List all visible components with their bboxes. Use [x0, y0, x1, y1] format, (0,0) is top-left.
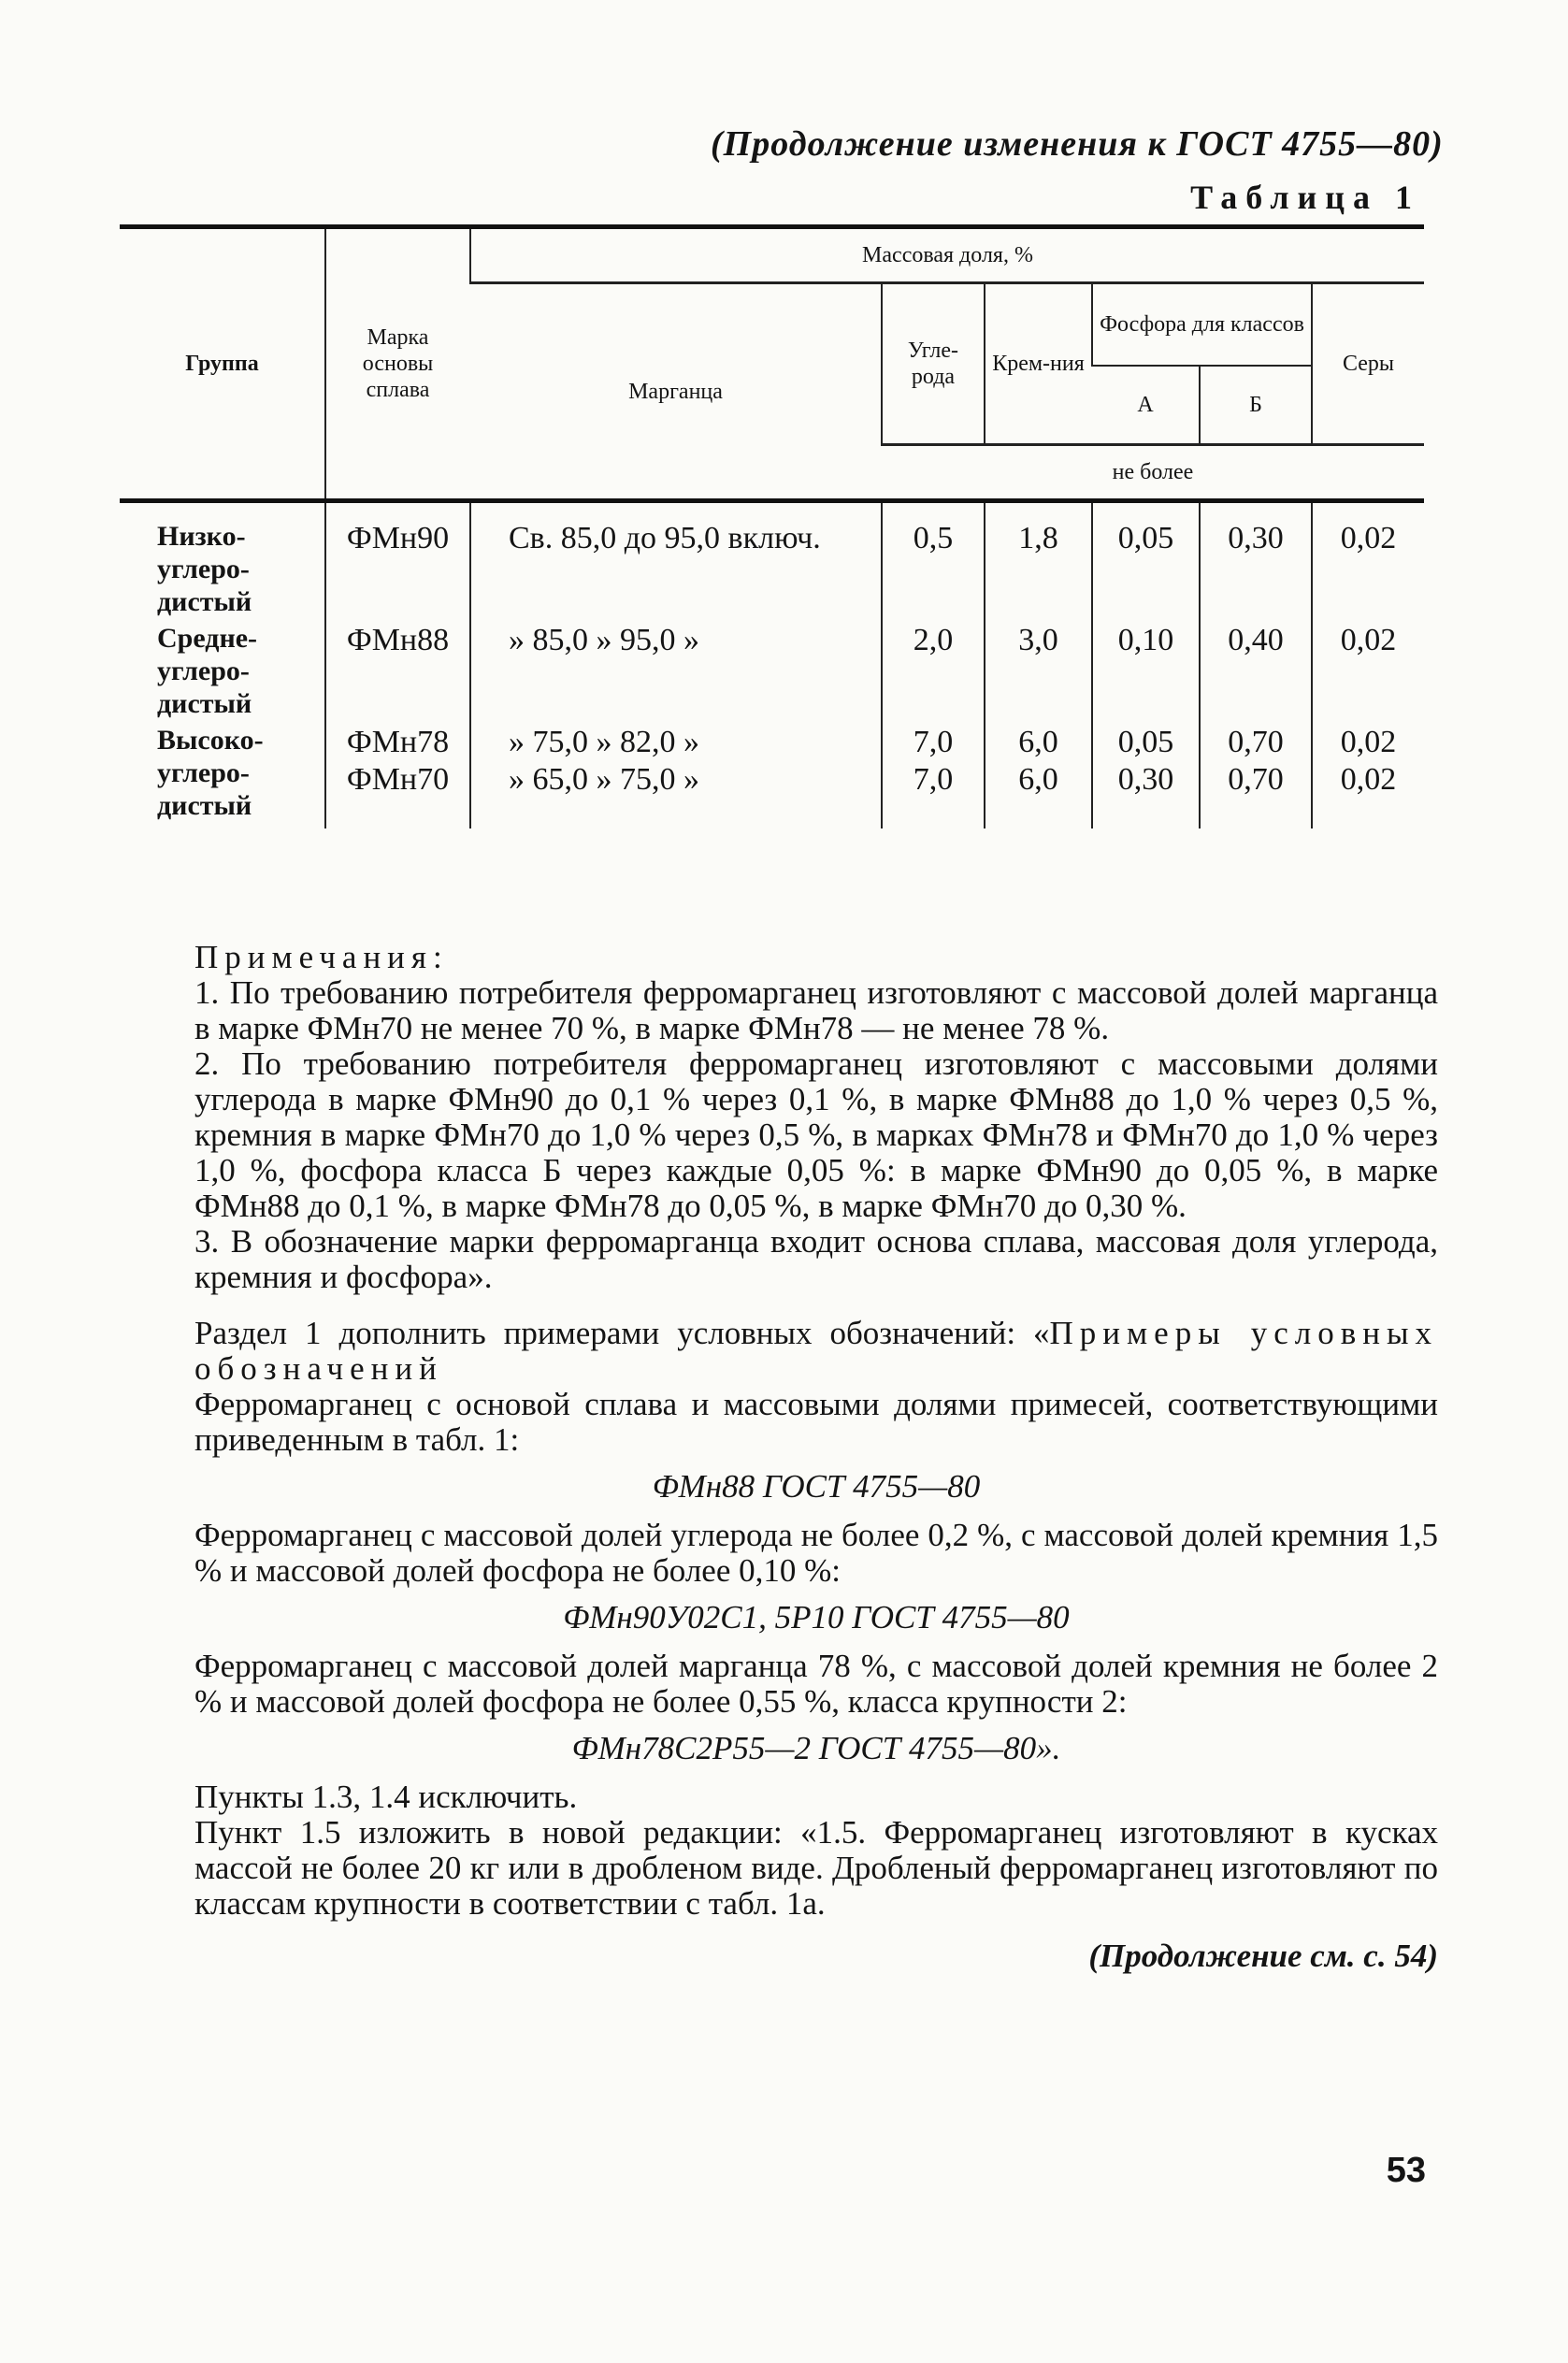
paragraph: Ферромарганец с массовой долей марганца 78 %, с массовой долей кремния не более 2 % и массовой долей фосфора не более 0,55 %, класса крупности 2: — [194, 1648, 1438, 1720]
col-header-sulfur: Серы — [1312, 283, 1424, 445]
table-row — [120, 620, 1424, 722]
carbon-value: 7,0 — [913, 762, 954, 797]
phosphorus-a-cell — [1092, 722, 1200, 828]
carbon-cell — [882, 722, 985, 828]
text-body — [194, 940, 1438, 1974]
phosphorus-a-cell: 0,05 — [1092, 501, 1200, 621]
silicon-cell — [985, 722, 1092, 828]
paragraph: Ферромарганец с основой сплава и массовыми долями примесей, соответствующими приведенным в табл. 1: — [194, 1386, 1438, 1458]
continued-note: (Продолжение см. с. 54) — [1088, 1938, 1438, 1974]
col-header-manganese: Марганца — [628, 379, 723, 404]
paragraph-section-1 — [194, 1316, 1438, 1387]
paragraph: Ферромарганец с массовой долей углерода не более 0,2 %, с массовой долей кремния 1,5 % и массовой долей фосфора не более 0,10 %: — [194, 1517, 1438, 1589]
table-row — [120, 722, 1424, 828]
col-header-class-a: А — [1137, 393, 1154, 417]
designation-example: ФМн90У02С1, 5Р10 ГОСТ 4755—80 — [563, 1599, 1070, 1635]
page-number: 53 — [1386, 2151, 1426, 2190]
group-medium-carbon: Средне-углеро-дистый — [157, 623, 258, 719]
grade-cell — [325, 722, 470, 828]
manganese-cell: » 85,0 » 95,0 » — [470, 620, 882, 722]
table-title: Таблица 1 — [1190, 179, 1420, 216]
examples-heading: Примеры условных обозначений — [194, 1315, 1438, 1387]
col-header-class-b: Б — [1200, 366, 1312, 445]
carbon-cell: 2,0 — [882, 620, 985, 722]
manganese-cell: Св. 85,0 до 95,0 включ. — [470, 501, 882, 621]
phosphorus-b-value: 0,70 — [1228, 762, 1284, 797]
sulfur-cell: 0,02 — [1312, 620, 1424, 722]
phosphorus-a-value: 0,05 — [1117, 725, 1174, 759]
phosphorus-b-value: 0,70 — [1228, 725, 1284, 759]
col-header-phosphorus: Фосфора для классов — [1092, 283, 1312, 367]
sulfur-cell: 0,02 — [1312, 501, 1424, 621]
paragraph-lead: Раздел 1 дополнить примерами условных обозначений: « — [194, 1315, 1050, 1351]
phosphorus-b-cell — [1200, 722, 1312, 828]
silicon-cell: 1,8 — [985, 501, 1092, 621]
manganese-value: » 75,0 » 82,0 » — [509, 725, 699, 759]
col-header-grade: Марка основы сплава — [325, 227, 470, 501]
col-header-silicon: Крем-ния — [985, 283, 1092, 445]
carbon-value: 7,0 — [913, 725, 954, 759]
phosphorus-a-cell: 0,10 — [1092, 620, 1200, 722]
grade-cell: ФМн88 — [325, 620, 470, 722]
designation-example: ФМн78С2Р55—2 ГОСТ 4755—80». — [571, 1730, 1061, 1766]
notes-title: Примечания: — [194, 939, 449, 975]
col-header-group: Группа — [120, 227, 325, 501]
silicon-value: 6,0 — [1018, 725, 1058, 759]
group-low-carbon: Низко-углеро-дистый — [157, 521, 252, 617]
group-high-carbon: Высоко-углеро-дистый — [157, 725, 264, 821]
sulfur-value: 0,02 — [1340, 762, 1397, 797]
table-1 — [120, 224, 1424, 828]
paragraph: Пункты 1.3, 1.4 исключить. — [194, 1779, 578, 1815]
grade-value: ФМн78 — [346, 725, 450, 759]
note-2: 2. По требованию потребителя ферромарганец изготовляют с массовыми долями углерода в марке ФМн90 до 0,1 % через 0,1 %, в марке ФМн88 до 1,0 % через 0,5 %, кремния в марке ФМн70 до 1,0 % через 0,5 %, в марках ФМн78 и ФМн70 до 1,0 % через 1,0 %, фосфора класса Б через каждые 0,05 %: в марке ФМн90 до 0,05 %, в марке ФМн88 до 0,1 %, в марке ФМн78 до 0,05 %, в марке ФМн70 до 0,30 %. — [194, 1045, 1438, 1224]
designation-example: ФМн88 ГОСТ 4755—80 — [652, 1468, 981, 1505]
carbon-cell: 0,5 — [882, 501, 985, 621]
paragraph: Пункт 1.5 изложить в новой редакции: «1.5. Ферромарганец изготовляют в кусках массой не более 20 кг или в дробленом виде. Дробленый ферромарганец изготовляют по классам крупности в соответствии с табл. 1а. — [194, 1814, 1438, 1922]
phosphorus-b-cell: 0,40 — [1200, 620, 1312, 722]
phosphorus-a-value: 0,30 — [1117, 762, 1174, 797]
phosphorus-b-cell: 0,30 — [1200, 501, 1312, 621]
grade-value: ФМн70 — [346, 762, 450, 797]
col-header-not-more: не более — [882, 445, 1424, 501]
manganese-value: » 65,0 » 75,0 » — [509, 762, 699, 797]
note-1: 1. По требованию потребителя ферромарганец изготовляют с массовой долей марганца в марке ФМн70 не менее 70 %, в марке ФМн78 — не менее 78 %. — [194, 974, 1438, 1046]
silicon-value: 6,0 — [1018, 762, 1058, 797]
col-header-carbon: Угле-рода — [882, 283, 985, 445]
col-header-mass-fraction: Массовая доля, % — [470, 227, 1424, 283]
sulfur-cell — [1312, 722, 1424, 828]
grade-cell: ФМн90 — [325, 501, 470, 621]
sulfur-value: 0,02 — [1340, 725, 1397, 759]
table-row — [120, 501, 1424, 621]
silicon-cell: 3,0 — [985, 620, 1092, 722]
note-3: 3. В обозначение марки ферромарганца входит основа сплава, массовая доля углерода, кремния и фосфора». — [194, 1223, 1438, 1295]
continuation-header: (Продолжение изменения к ГОСТ 4755—80) — [711, 124, 1444, 164]
manganese-cell — [470, 722, 882, 828]
